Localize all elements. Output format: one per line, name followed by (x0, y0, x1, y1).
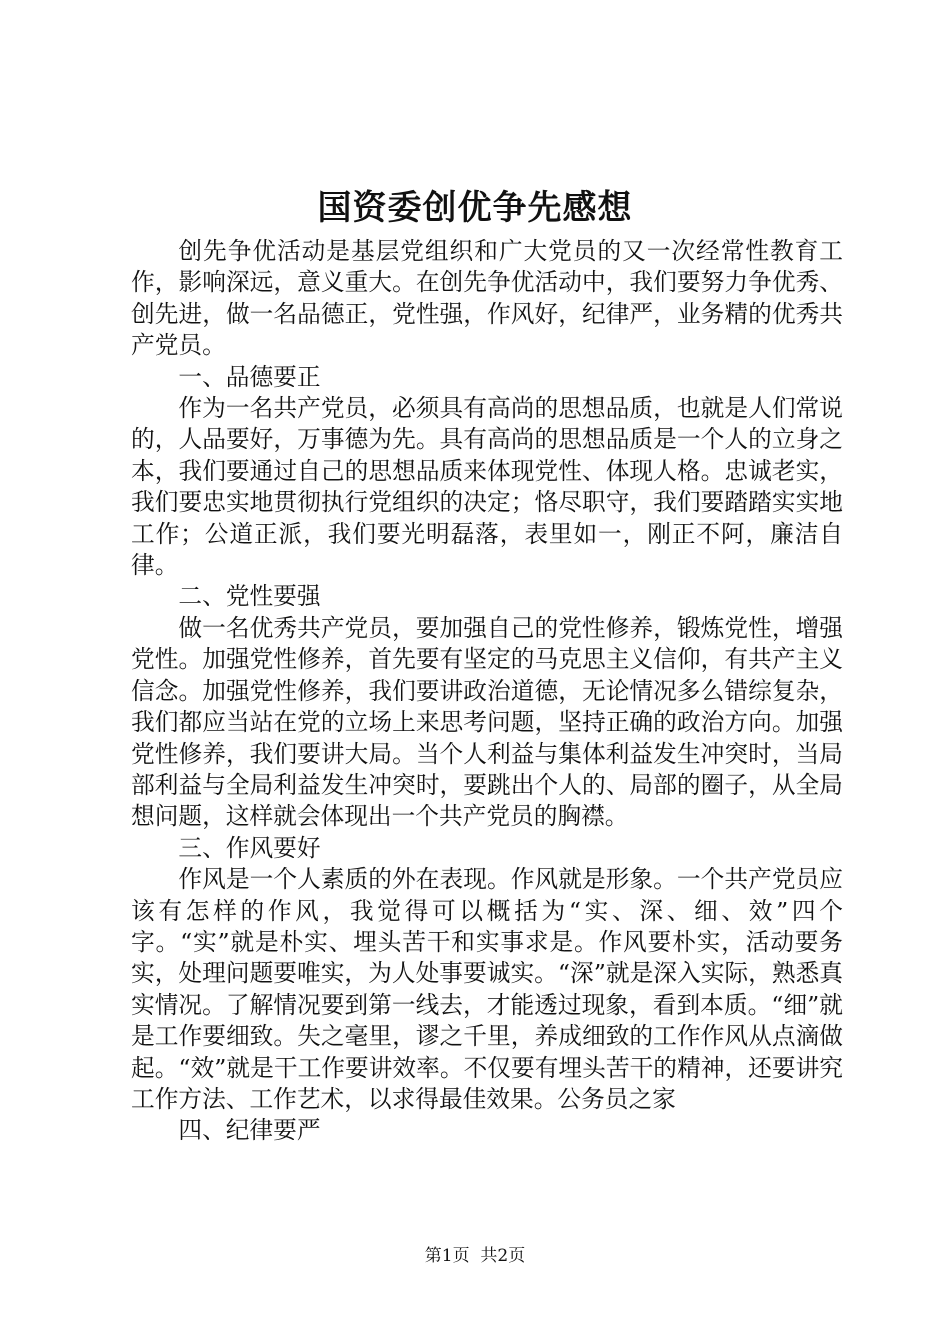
section-paragraph-3: 作风是一个人素质的外在表现。作风就是形象。一个共产党员应该有怎样的作风，我觉得可以概括为“实、深、细、效”四个字。“实”就是朴实、埋头苦干和实事求是。作风要朴实，活动要务实，处理问题要唯实，为人处事要诚实。“深”就是深入实际，熟悉真实情况。了解情况要到第一线去，才能透过现象，看到本质。“细”就是工作要细致。失之毫里，谬之千里，养成细致的工作作风从点滴做起。“效”就是干工作要讲效率。不仅要有埋头苦干的精神，还要讲究工作方法、工作艺术，以求得最佳效果。公务员之家 (131, 865, 843, 1113)
section-heading-4: 四、纪律要严 (178, 1116, 321, 1145)
section-paragraph-1: 作为一名共产党员，必须具有高尚的思想品质，也就是人们常说的，人品要好，万事德为先。具有高尚的思想品质是一个人的立身之本，我们要通过自己的思想品质来体现党性、体现人格。忠诚老实，我们要忠实地贯彻执行党组织的决定；恪尽职守，我们要踏踏实实地工作；公道正派，我们要光明磊落，表里如一，刚正不阿，廉洁自律。 (131, 394, 843, 580)
page-number: 第1页 (424, 1246, 470, 1266)
page-footer (0, 1244, 950, 1268)
section-heading-1: 一、品德要正 (178, 362, 321, 391)
document-body (131, 236, 843, 1147)
section-heading-3: 三、作风要好 (178, 833, 321, 862)
document-title: 国资委创优争先感想 (317, 188, 633, 228)
intro-paragraph: 创先争优活动是基层党组织和广大党员的又一次经常性教育工作，影响深远，意义重大。在创先争优活动中，我们要努力争优秀、创先进，做一名品德正，党性强，作风好，纪律严，业务精的优秀共产党员。 (131, 237, 843, 360)
section-paragraph-2: 做一名优秀共产党员，要加强自己的党性修养，锻炼党性，增强党性。加强党性修养，首先要有坚定的马克思主义信仰，有共产主义信念。加强党性修养，我们要讲政治道德，无论情况多么错综复杂，我们都应当站在党的立场上来思考问题，坚持正确的政治方向。加强党性修养，我们要讲大局。当个人利益与集体利益发生冲突时，当局部利益与全局利益发生冲突时，要跳出个人的、局部的圈子，从全局想问题，这样就会体现出一个共产党员的胸襟。 (131, 613, 843, 831)
section-heading-2: 二、党性要强 (178, 582, 321, 611)
page-total: 共2页 (480, 1246, 526, 1266)
